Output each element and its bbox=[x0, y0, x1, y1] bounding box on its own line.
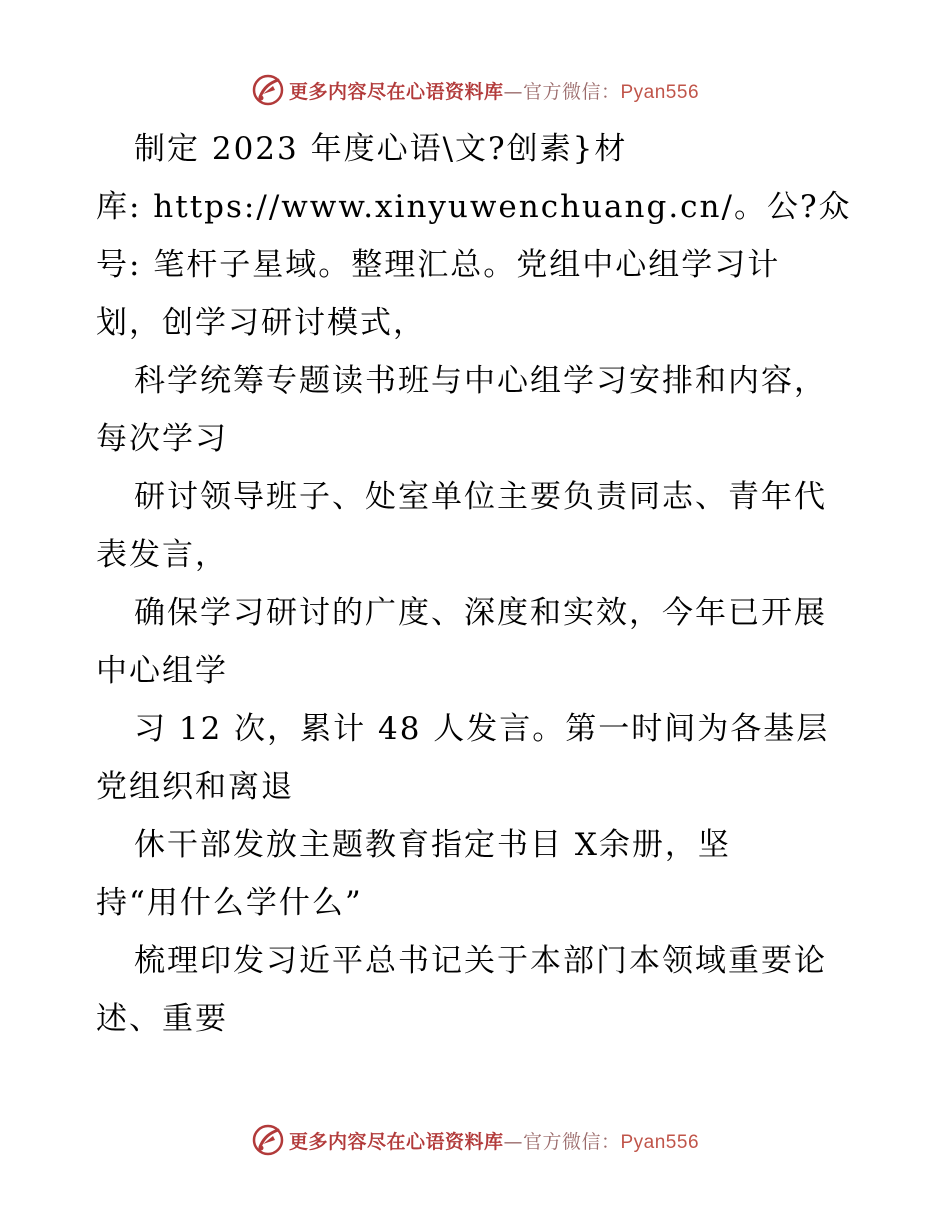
body-line: 持“用什么学什么” bbox=[96, 885, 363, 921]
footer-banner bbox=[0, 1120, 950, 1160]
body-line: 休干部发放主题教育指定书目 X余册，坚 bbox=[134, 827, 731, 863]
footer-banner-text bbox=[289, 1127, 699, 1154]
header-banner bbox=[0, 70, 950, 110]
body-line: 党组织和离退 bbox=[96, 769, 294, 805]
footer-banner-wechat-id: Pyan556 bbox=[620, 1131, 700, 1153]
footer-banner-separator: — bbox=[503, 1130, 523, 1153]
footer-banner-label: 官方微信： bbox=[522, 1130, 621, 1153]
logo-icon bbox=[251, 73, 285, 107]
body-line: 科学统筹专题读书班与中心组学习安排和内容， bbox=[134, 363, 827, 399]
body-line: 制定 2023 年度心语\文?创素}材 bbox=[134, 131, 628, 167]
body-line: 库: https://www.xinyuwenchuang.cn/。公?众 bbox=[96, 189, 852, 225]
body-line: 梳理印发习近平总书记关于本部门本领域重要论 bbox=[134, 943, 827, 979]
header-banner-wechat-id: Pyan556 bbox=[620, 81, 700, 103]
body-line: 习 12 次，累计 48 人发言。第一时间为各基层 bbox=[134, 711, 830, 747]
header-banner-label: 官方微信： bbox=[522, 80, 621, 103]
document-body bbox=[96, 120, 866, 1048]
header-banner-text bbox=[289, 77, 699, 104]
body-line: 研讨领导班子、处室单位主要负责同志、青年代 bbox=[134, 479, 827, 515]
body-line: 中心组学 bbox=[96, 653, 228, 689]
body-line: 表发言， bbox=[96, 537, 228, 573]
header-banner-separator: — bbox=[503, 80, 523, 103]
body-line: 号: 笔杆子星域。整理汇总。党组中心组学习计 bbox=[96, 247, 781, 283]
body-line: 每次学习 bbox=[96, 421, 228, 457]
body-line: 划，创学习研讨模式， bbox=[96, 305, 426, 341]
header-banner-title: 更多内容尽在心语资料库 bbox=[288, 80, 504, 103]
logo-icon bbox=[251, 1123, 285, 1157]
footer-banner-title: 更多内容尽在心语资料库 bbox=[288, 1130, 504, 1153]
body-line: 述、重要 bbox=[96, 1001, 228, 1037]
body-line: 确保学习研讨的广度、深度和实效，今年已开展 bbox=[134, 595, 827, 631]
